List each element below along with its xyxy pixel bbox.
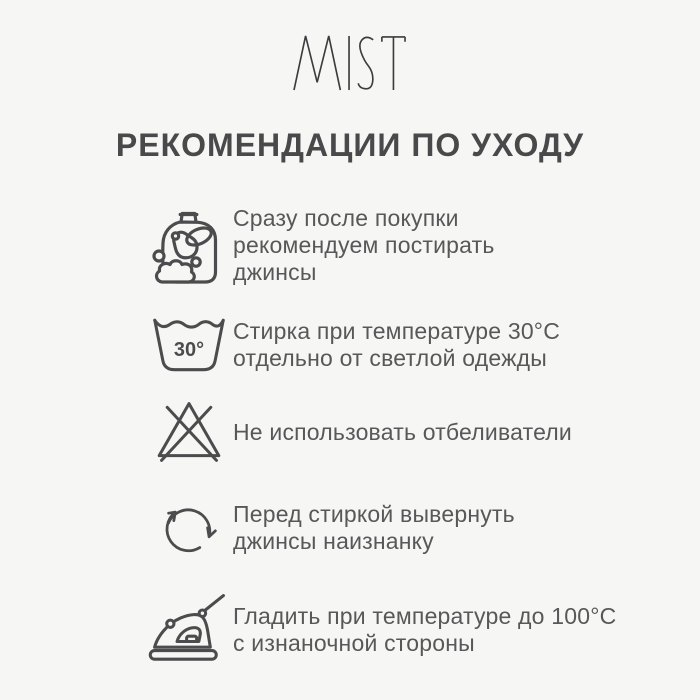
care-item-text xyxy=(233,318,560,372)
text-line: Перед стиркой вывернуть xyxy=(233,501,515,527)
wash-temperature-label: 30° xyxy=(173,338,205,361)
care-item-text xyxy=(233,419,572,446)
care-item-text xyxy=(233,501,515,555)
text-line: джинсы xyxy=(233,259,317,285)
text-line: рекомендуем постирать xyxy=(233,232,495,258)
wash-basin-30-icon xyxy=(145,316,233,374)
care-item-no-bleach xyxy=(145,397,700,467)
care-list xyxy=(145,205,700,668)
text-line: с изнаночной стороны xyxy=(233,630,475,656)
text-line: Стирка при температуре 30°С xyxy=(233,318,561,344)
text-line: отдельно от светлой одежды xyxy=(233,345,548,371)
care-item-wash-after-purchase xyxy=(145,205,700,286)
no-bleach-icon xyxy=(145,397,233,467)
iron-icon xyxy=(145,592,233,668)
care-item-text xyxy=(233,205,495,286)
text-line: Не использовать отбеливатели xyxy=(233,418,572,445)
inside-out-arrows-icon xyxy=(145,497,233,559)
care-item-ironing xyxy=(145,592,700,668)
care-item-inside-out xyxy=(145,497,700,559)
text-line: джинсы наизнанку xyxy=(233,528,434,554)
brand-logo xyxy=(0,0,700,91)
care-item-text xyxy=(233,603,616,657)
text-line: Гладить при температуре до 100°С xyxy=(233,603,617,629)
mist-logo-icon xyxy=(291,35,409,91)
page-title: РЕКОМЕНДАЦИИ ПО УХОДУ xyxy=(115,127,585,163)
detergent-bottle-icon xyxy=(145,206,233,286)
care-item-wash-30 xyxy=(145,316,700,374)
text-line: Сразу после покупки xyxy=(233,205,459,231)
